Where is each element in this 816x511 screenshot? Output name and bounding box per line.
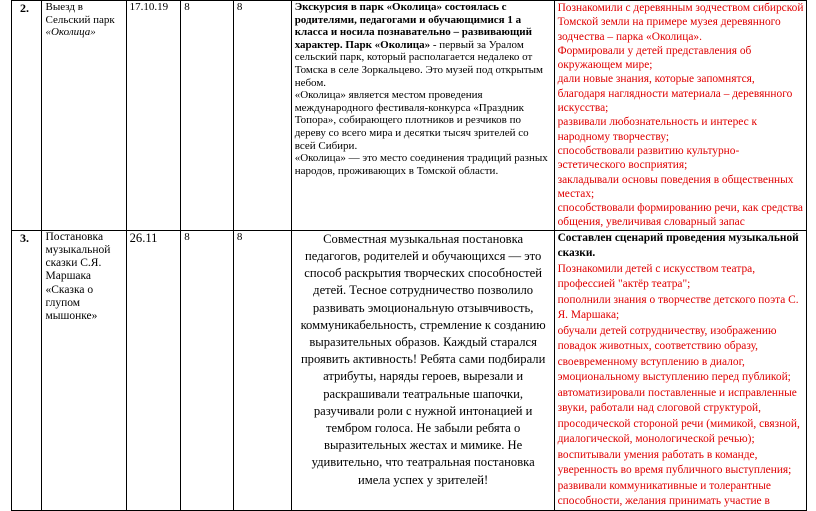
result-item: способствовали формированию речи, как средства общения, увеличивая словарный запас — [557, 202, 803, 229]
description-text: Совместная музыкальная постановка педагогов, родителей и обучающихся — это способ раскрытия творческих способностей детей. Тесное сотрудничество позволило развивать эмоциональную отзывчивость, коммуникабельность, стремление к созданию выразительных образов. Каждый старался проявить активность! Ребята сами подбирали атрибуты, наряды героев, вырезали и раскрашивали театральные шапочки, разучивали роли с нужной интонацией и тембром голоса. Не забыли ребята о выразительных жестах и мимике. Не удивительно, что театральная постановка имела успех у зрителей! — [300, 231, 546, 487]
date-cell: 17.10.19 — [126, 1, 181, 231]
count-cell-b: 8 — [233, 230, 291, 510]
event-cell — [42, 1, 126, 231]
count-cell-a: 8 — [181, 1, 234, 231]
count-cell-a: 8 — [181, 230, 234, 510]
table-row — [12, 1, 807, 231]
result-item: Познакомили детей с искусством театра, профессией "актёр театра"; — [557, 262, 756, 291]
result-item: воспитывали умения работать в команде, уверенность во время публичного выступления; — [557, 448, 792, 477]
event-name-line: «Сказка о — [45, 283, 94, 296]
event-name-line: «Околица» — [45, 26, 96, 39]
event-name-line: глупом — [45, 296, 81, 309]
result-item: обучали детей сотрудничеству, изображению повадок животных, соответствию образу, своевременному вступлению в диалог, эмоциональному выступлению перед публикой; — [557, 324, 791, 384]
result-item: дали новые знания, которые запомнятся, благодаря наглядности материала – деревянного искусства; — [557, 73, 793, 115]
result-item: развивали любознательность и интерес к народному творчеству; — [557, 116, 758, 143]
description-cell — [291, 1, 554, 231]
description-bold: Экскурсия в парк «Околица» состоялась с родителями, педагогами и обучающимися 1 а класса и носила познавательно – развивающий характер. Парк «Околица» — [294, 1, 532, 51]
table-row — [12, 230, 807, 510]
event-name-line: Маршака — [45, 270, 92, 283]
event-name-line: Выезд в — [45, 1, 83, 13]
report-table — [11, 0, 807, 511]
result-item: автоматизировали поставленные и исправленные звуки, работали над слоговой структурой, просодической стороной речи (мимикой, связной, диалогической, монологической речью); — [557, 386, 800, 446]
result-item: пополнили знания о творчестве детского поэта С. Я. Маршака; — [557, 293, 799, 322]
result-item: закладывали основы поведения в общественных местах; — [557, 173, 794, 200]
result-item: Формировали у детей представления об окружающем мире; — [557, 44, 752, 72]
event-cell — [42, 230, 126, 510]
event-name-line: Постановка — [45, 230, 104, 243]
results-cell — [554, 1, 806, 231]
description-paragraph: «Околица» является местом проведения международного фестиваля-конкурса «Праздник Топора», собирающего плотников и резчиков по дереву со всего мира и десятки тысяч зрителей со всей Сибири. — [294, 89, 529, 152]
result-item: способствовали развитию культурно-эстетического восприятия; — [557, 144, 740, 172]
row-number: 3. — [12, 230, 42, 510]
event-name-line: Сельский парк — [45, 13, 115, 26]
result-item: Познакомили с деревянным зодчеством сибирской Томской земли на примере музея деревянного зодчества – парка «Околица». — [557, 2, 804, 43]
event-name-line: мышонке» — [45, 309, 98, 322]
results-cell — [554, 230, 806, 510]
event-name-line: музыкальной — [45, 243, 111, 256]
row-number: 2. — [12, 1, 42, 231]
description-paragraph: «Околица» — это место соединения традиций разных народов, проживающих в Томской области. — [294, 152, 548, 177]
description-cell — [291, 230, 554, 510]
event-name-line: сказки С.Я. — [45, 257, 102, 270]
description-text: - первый за Уралом сельский парк, который располагается недалеко от Томска в селе Зоркальцево. Это музей под открытым небом. — [294, 38, 544, 89]
count-cell-b: 8 — [233, 1, 291, 231]
results-heading: Составлен сценарий проведения музыкальной сказки. — [557, 231, 799, 260]
date-cell: 26.11 — [126, 230, 181, 510]
result-item: развивали коммуникативные и толерантные способности, желания принимать участие в — [557, 479, 771, 508]
